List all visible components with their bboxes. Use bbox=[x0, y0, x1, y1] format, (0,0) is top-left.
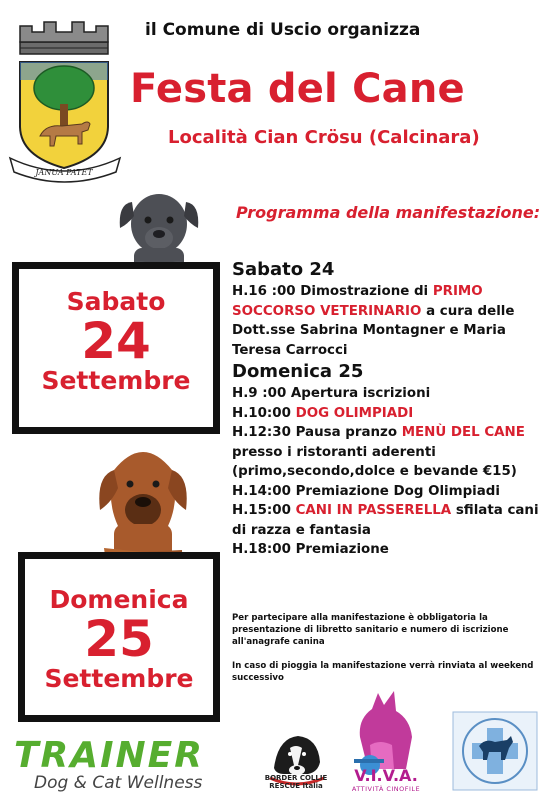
schedule-item: H.12:30 Pausa pranzo MENÙ DEL CANE presso i ristoranti aderenti (primo,secondo,dolce e bevande €15) bbox=[232, 425, 525, 479]
schedule-item: H.14:00 Premiazione Dog Olimpiadi bbox=[232, 483, 500, 499]
trainer-logo-subtitle: Dog & Cat Wellness bbox=[34, 773, 203, 793]
organizer-line: il Comune di Uscio organizza bbox=[145, 20, 421, 40]
sunday-heading: Domenica 25 bbox=[232, 361, 364, 382]
trainer-logo-word: TRAINER bbox=[14, 735, 204, 776]
date-box-month: Settembre bbox=[41, 366, 191, 395]
schedule-item: H.9 :00 Apertura iscrizioni bbox=[232, 386, 431, 401]
note-rain: In caso di pioggia la manifestazione verrà rinviata al weekend successivo bbox=[232, 661, 534, 683]
date-box-number: 24 bbox=[81, 312, 151, 370]
date-box-number: 25 bbox=[84, 610, 154, 668]
schedule-item: H.18:00 Premiazione bbox=[232, 542, 389, 557]
viva-logo-subtitle: ATTIVITÀ CINOFILE bbox=[351, 785, 421, 793]
date-box-month: Settembre bbox=[44, 664, 194, 693]
program-heading: Programma della manifestazione: bbox=[236, 203, 541, 222]
notes bbox=[232, 612, 548, 684]
crest-motto: JANUA PATET bbox=[35, 168, 93, 177]
border-collie-rescue-logo-text: BORDER COLLIE RESCUE Italia bbox=[264, 774, 328, 790]
event-location: Località Cian Crösu (Calcinara) bbox=[168, 127, 480, 148]
trainer-logo bbox=[14, 735, 254, 793]
date-box-saturday bbox=[12, 262, 220, 434]
schedule-item: H.15:00 CANI IN PASSERELLA sfilata cani di razza e fantasia bbox=[232, 503, 539, 538]
schedule-item: H.16 :00 Dimostrazione di PRIMO SOCCORSO VETERINARIO a cura delle Dott.sse Sabrina Montagner e Maria Teresa Carrocci bbox=[232, 284, 515, 358]
event-title: Festa del Cane bbox=[130, 66, 465, 112]
note-requirements: Per partecipare alla manifestazione è obbligatoria la presentazione di libretto sanitario e numero di iscrizione all'anagrafe canina bbox=[232, 613, 509, 647]
viva-logo-name: V.I.V.A. bbox=[354, 766, 418, 785]
schedule bbox=[232, 258, 550, 560]
date-box-sunday bbox=[18, 552, 220, 722]
schedule-item: H.10:00 DOG OLIMPIADI bbox=[232, 405, 414, 421]
saturday-heading: Sabato 24 bbox=[232, 259, 335, 280]
municipal-crest-icon bbox=[6, 8, 124, 186]
veterinary-clinic-icon bbox=[451, 710, 539, 792]
date-box-day: Domenica bbox=[49, 585, 189, 614]
date-box-day: Sabato bbox=[66, 287, 166, 316]
viva-dog-icon bbox=[340, 685, 432, 777]
